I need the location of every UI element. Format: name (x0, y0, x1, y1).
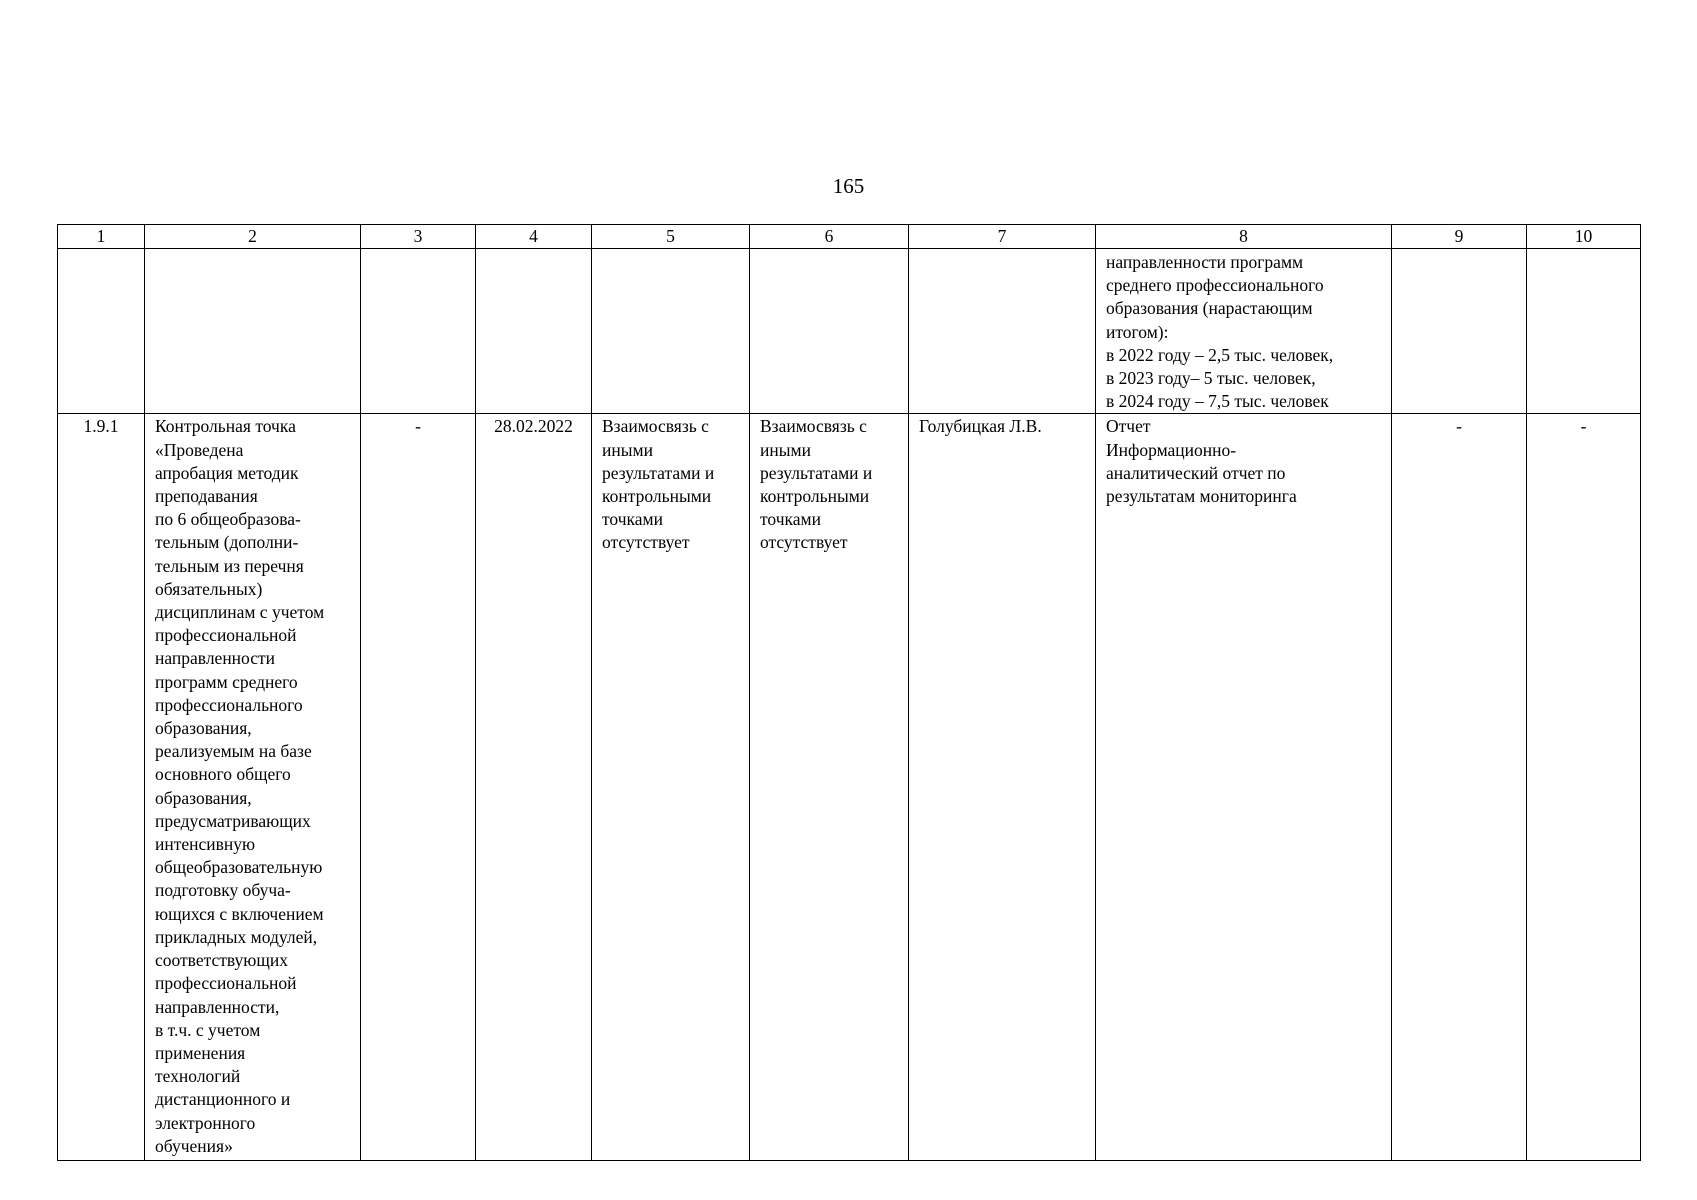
text-line: тельным (дополни- (155, 532, 299, 553)
page-number: 165 (832, 174, 865, 198)
text-line: Взаимосвязь с (760, 416, 867, 437)
text-line: направленности, (155, 996, 280, 1017)
text-line: аналитический отчет по (1106, 462, 1286, 483)
text-line: отсутствует (760, 532, 848, 553)
column-number: 4 (476, 225, 592, 249)
text-line: прикладных модулей, (155, 926, 318, 947)
text-line: соответствующих (155, 950, 288, 971)
column-number: 9 (1392, 225, 1527, 249)
text-line: точками (602, 509, 663, 530)
text-line: отсутствует (602, 532, 690, 553)
text-line: подготовку обуча- (155, 880, 291, 901)
text-line: результатам мониторинга (1106, 486, 1297, 507)
column-number: 3 (361, 225, 476, 249)
empty-cell (750, 249, 909, 414)
continuation-row (58, 249, 1641, 414)
text-line: основного общего (155, 764, 291, 785)
note-cell: - (1527, 414, 1641, 1161)
deadline-date-cell: 28.02.2022 (476, 414, 592, 1161)
column-number: 5 (592, 225, 750, 249)
text-line: в 2024 году – 7,5 тыс. человек (1106, 391, 1329, 412)
text-line: иными (760, 439, 811, 460)
predecessors-cell (592, 414, 750, 1161)
text-line: обучения» (155, 1135, 233, 1156)
text-line: Взаимосвязь с (602, 416, 709, 437)
column-number: 2 (145, 225, 361, 249)
column-numbers-row (58, 225, 1641, 249)
level-control-cell: - (1392, 414, 1527, 1161)
text-line: дистанционного и (155, 1089, 291, 1110)
text-line: тельным из перечня (155, 555, 304, 576)
text-line: результатами и (760, 462, 873, 483)
text-line: образования (нарастающим (1106, 298, 1313, 319)
result-document-cell (1096, 414, 1392, 1161)
text-line: профессионального (155, 694, 303, 715)
text-line: апробация методик (155, 462, 299, 483)
text-line: иными (602, 439, 653, 460)
text-line: в т.ч. с учетом (155, 1019, 261, 1040)
text-line: образования, (155, 718, 252, 739)
empty-cell (1392, 249, 1527, 414)
text-line: применения (155, 1042, 246, 1063)
text-line: в 2023 году– 5 тыс. человек, (1106, 368, 1316, 389)
empty-cell (1527, 249, 1641, 414)
text-line: технологий (155, 1066, 241, 1087)
text-line: Информационно- (1106, 439, 1237, 460)
empty-cell (909, 249, 1096, 414)
empty-cell (58, 249, 145, 414)
empty-cell (361, 249, 476, 414)
plan-table (57, 224, 1641, 1161)
text-line: дисциплинам с учетом (155, 602, 325, 623)
column-number: 8 (1096, 225, 1392, 249)
item-number-cell: 1.9.1 (58, 414, 145, 1161)
text-line: направленности (155, 648, 276, 669)
text-line: образования, (155, 787, 252, 808)
column-number: 6 (750, 225, 909, 249)
text-line: программ среднего (155, 671, 298, 692)
text-line: контрольными (602, 486, 712, 507)
text-line: среднего профессионального (1106, 275, 1324, 296)
empty-cell (476, 249, 592, 414)
result-indicator-cell (1096, 249, 1392, 414)
text-line: в 2022 году – 2,5 тыс. человек, (1106, 344, 1334, 365)
text-line: результатами и (602, 462, 715, 483)
column-number: 7 (909, 225, 1096, 249)
text-line: преподавания (155, 486, 258, 507)
text-line: обязательных) (155, 578, 263, 599)
empty-cell (145, 249, 361, 414)
column-number: 10 (1527, 225, 1641, 249)
text-line: контрольными (760, 486, 870, 507)
text-line: электронного (155, 1112, 256, 1133)
checkpoint-description-cell (145, 414, 361, 1161)
text-line: точками (760, 509, 821, 530)
text-line: общеобразовательную (155, 857, 323, 878)
text-line: направленности программ (1106, 252, 1304, 272)
text-line: ющихся с включением (155, 903, 324, 924)
text-line: Отчет (1106, 416, 1151, 437)
previous-value-cell: - (361, 414, 476, 1161)
text-line: интенсивную (155, 834, 256, 855)
empty-cell (592, 249, 750, 414)
text-line: профессиональной (155, 625, 297, 646)
text-line: предусматривающих (155, 810, 311, 831)
text-line: профессиональной (155, 973, 297, 994)
responsible-person-cell: Голубицкая Л.В. (909, 414, 1096, 1161)
text-line: итогом): (1106, 321, 1169, 342)
text-line: Контрольная точка (155, 416, 296, 437)
text-line: по 6 общеобразова- (155, 509, 301, 530)
text-line: «Проведена (155, 439, 244, 460)
checkpoint-row (58, 414, 1641, 1161)
text-line: реализуемым на базе (155, 741, 312, 762)
successors-cell (750, 414, 909, 1161)
column-number: 1 (58, 225, 145, 249)
